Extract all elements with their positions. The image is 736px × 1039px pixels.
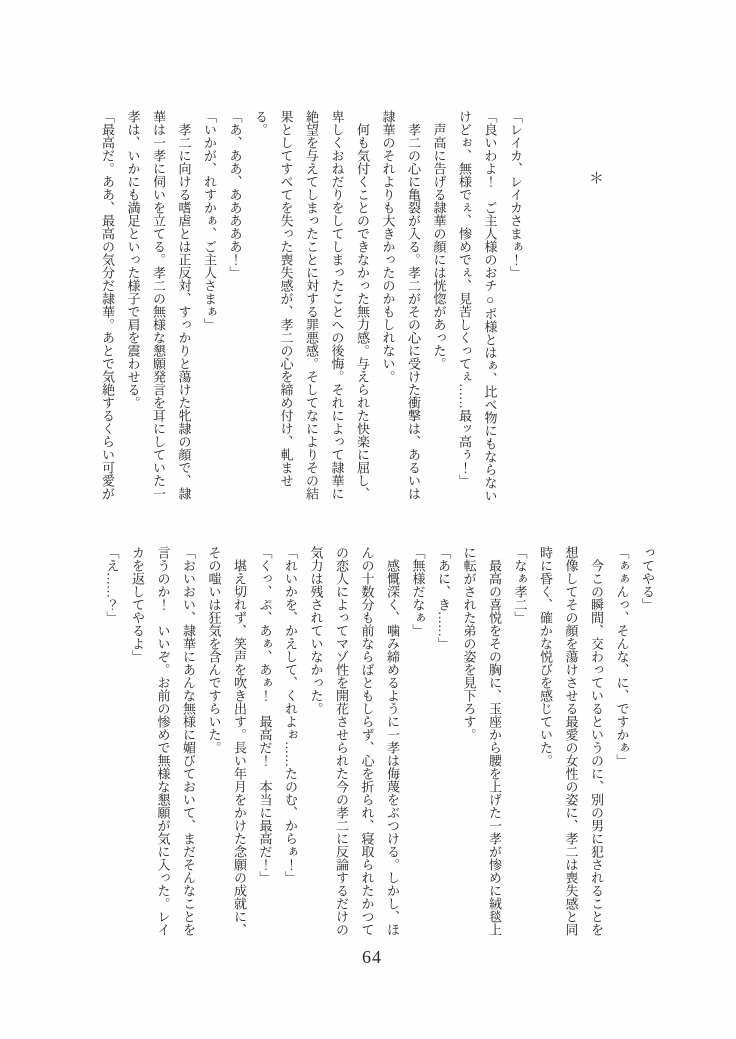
text-column: その嗤いは狂気を含んですらいた。 <box>206 546 222 754</box>
text-column: 今この瞬間、交わっているというのに、別の男に犯されることを <box>589 546 604 936</box>
text-column: 華は一孝に伺いを立てる。孝二の無様な懇願発言を耳にしていた一 <box>151 110 166 500</box>
text-column: 「あに、き……」 <box>436 546 451 650</box>
text-column: 「おいおい、隷華にあんな無様に媚びておいて、まだそんなことを <box>181 546 196 936</box>
text-column: 「レイカ、レイカさまぁ！」 <box>508 110 523 279</box>
text-column: 「いかが、れすかぁ、ご主人さまぁ」 <box>202 110 217 331</box>
text-column: 堪え切れず、笑声を吹き出す。長い年月をかけた念願の成就に、 <box>232 546 247 936</box>
text-column: 想像してその顔を蕩けさせる最愛の女性の姿に、孝二は喪失感と同 <box>563 546 579 936</box>
text-column: 孝二に向ける嗜虐とは正反対、すっかりと蕩けた牝隷の顔で、隷 <box>176 110 192 500</box>
text-column: 「れいかを、かえして、くれよぉ……たのむ、からぁ！」 <box>283 546 298 884</box>
text-column: 気力は残されていなかった。 <box>308 546 324 715</box>
text-column: 何も気付くことのできなかった無力感。与えられた快楽に屈し、 <box>355 110 370 500</box>
lower-text-block <box>99 546 660 938</box>
text-column: カを返してやるよ」 <box>130 546 145 663</box>
text-column: 絶望を与えてしまったことに対する罪悪感。そしてなによりその結 <box>304 110 319 500</box>
text-column: 「無様だなぁ」 <box>410 546 426 637</box>
text-column: る。 <box>253 110 268 136</box>
upper-text-block <box>95 110 529 502</box>
text-column: 「ぁぁんっ、そんな、に、ですかぁ」 <box>614 546 630 767</box>
text-column: 言うのか！ いいぞ。お前の惨めで無様な懇願が気に入った。レイ <box>155 546 171 936</box>
text-column: 声高に告げる隷華の顔には恍惚があった。 <box>431 110 447 370</box>
text-column: 「くっ、ぷ、あぁ、あぁ！ 最高だ！ 本当に最高だ！」 <box>257 546 273 884</box>
text-column: 孝二の心に亀裂が入る。孝二がその心に受けた衝撃は、あるいは <box>406 110 421 500</box>
text-column: けどぉ、無様でぇ、惨めでぇ、見苦しくってぇ……最ッ高ぅ！」 <box>457 110 472 487</box>
text-column: 「あ、ああ、あああああ！」 <box>227 110 243 279</box>
text-column: 「え……？」 <box>104 546 120 624</box>
text-column: んの十数分も前ならばともしらず、心を折られ、寝取られたかつて <box>359 546 375 936</box>
section-divider-asterisk: ＊ <box>589 171 605 187</box>
text-column: の恋人によってマゾ性を開花させられた今の孝二に反論するだけの <box>334 546 349 936</box>
text-column: 時に昏く、確かな悦びを感じていた。 <box>538 546 553 767</box>
text-column: に転がされた弟の姿を見下ろす。 <box>461 546 477 741</box>
text-column: 卑しくおねだりをしてしまったことへの後悔。それによって隷華に <box>329 110 345 500</box>
page-number: 64 <box>362 947 382 967</box>
text-column: 孝は、いかにも満足といった様子で肩を震わせる。 <box>125 110 141 409</box>
text-column: 「最高だ。ああ、最高の気分だ隷華。あとで気絶するくらい可愛が <box>100 110 115 500</box>
text-column: 最高の喜悦をその胸に、玉座から腰を上げた一孝が惨めに絨毯上 <box>487 546 502 936</box>
text-column: ってやる」 <box>640 546 655 611</box>
text-column: 「なぁ孝二」 <box>512 546 528 624</box>
text-column: 感慨深く、噛み締めるように一孝は侮蔑をぶつける。しかし、ほ <box>385 546 400 936</box>
text-column: 果としてすべてを失った喪失感が、孝二の心を締め付け、軋ませ <box>278 110 294 487</box>
text-column: 「良いわよ！ ご主人様のおチ○ポ様とはぁ、比べ物にもならない <box>482 110 498 502</box>
text-column: 隷華のそれよりも大きかったのかもしれない。 <box>380 110 396 383</box>
